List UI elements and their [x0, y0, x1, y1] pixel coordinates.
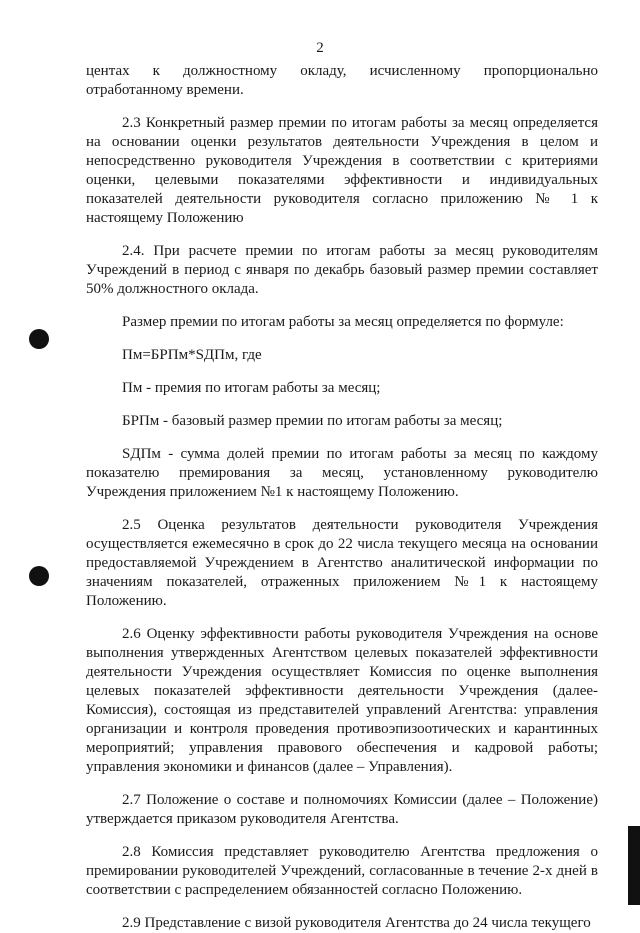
formula-term-sdpm: SДПм - сумма долей премии по итогам работы за месяц по каждому показателю премирования за месяц, установленному руководителю Учреждения приложением №1 к настоящему Положению. [86, 446, 598, 500]
punch-hole-top [29, 329, 49, 349]
formula: Пм=БРПм*SДПм, где [122, 347, 262, 363]
punch-hole-bottom [29, 566, 49, 586]
paragraph-2-4: 2.4. При расчете премии по итогам работы за месяц руководителям Учреждений в период с января по декабрь базовый размер премии составляет 50% должностного оклада. [86, 243, 598, 297]
document-body [86, 62, 598, 933]
formula-term-brpm: БРПм - базовый размер премии по итогам работы за месяц; [122, 413, 503, 429]
paragraph-2-9: 2.9 Представление с визой руководителя Агентства до 24 числа текущего [122, 915, 591, 931]
page-number: 2 [316, 40, 324, 56]
paragraph-2-7: 2.7 Положение о составе и полномочиях Комиссии (далее – Положение) утверждается приказом руководителя Агентства. [86, 792, 598, 827]
paragraph-2-6: 2.6 Оценку эффективности работы руководителя Учреждения на основе выполнения утвержденных Агентством целевых показателей эффективности деятельности Учреждения осуществляет Комиссия по оценке выполнения целевых показателей эффективности деятельности Учреждения (далее- Комиссия), состоящая из представителей управлений Агентства: управления организации и контроля проведения противоэпизоотических и карантинных мероприятий; управления правового обеспечения и кадровой работы; управления экономики и финансов (далее – Управления). [86, 626, 598, 775]
paragraph-2-5: 2.5 Оценка результатов деятельности руководителя Учреждения осуществляется ежемесячно в срок до 22 числа текущего месяца на основании предоставляемой Учреждением в Агентство аналитической информации по значениям показателей, отраженных приложением №1 к настоящему Положению. [86, 517, 598, 609]
paragraph-continuation: центах к должностному окладу, исчисленному пропорционально отработанному времени. [86, 63, 598, 98]
paragraph-2-3: 2.3 Конкретный размер премии по итогам работы за месяц определяется на основании оценки результатов деятельности Учреждения в целом и непосредственно руководителя Учреждения в соответствии с критериями оценки, целевыми показателями эффективности и индивидуальных показателей деятельности руководителя согласно приложению № 1 к настоящему Положению [86, 115, 598, 226]
formula-intro: Размер премии по итогам работы за месяц определяется по формуле: [122, 314, 564, 330]
scan-edge-mark [628, 826, 640, 905]
formula-term-pm: Пм - премия по итогам работы за месяц; [122, 380, 381, 396]
paragraph-2-8: 2.8 Комиссия представляет руководителю Агентства предложения о премировании руководителей Учреждений, согласованные в течение 2-х дней в соответствии с распределением обязанностей согласно Положению. [86, 844, 598, 898]
